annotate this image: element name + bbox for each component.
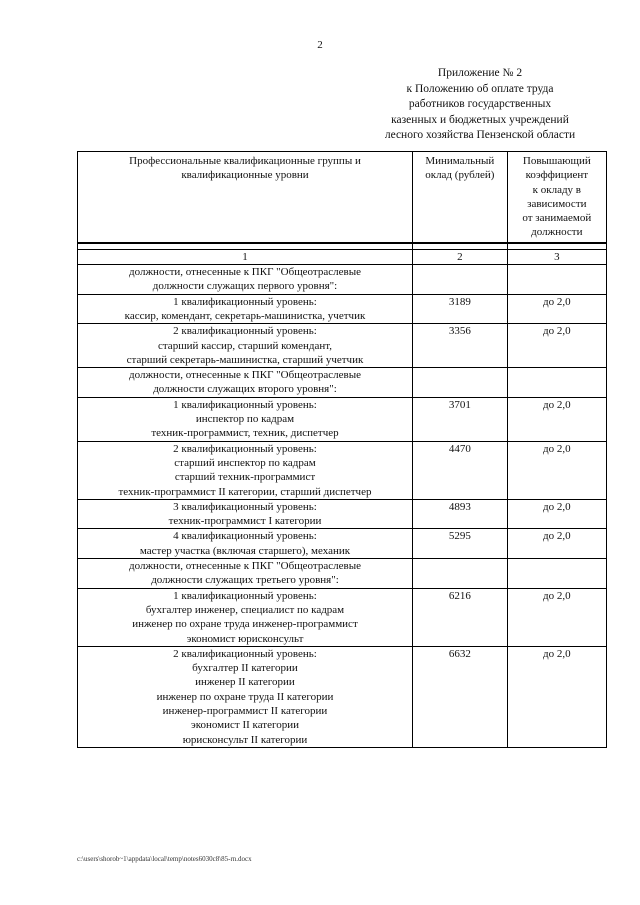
table-row: [78, 441, 607, 499]
table-row: [78, 397, 607, 441]
header-text: от занимаемой: [522, 212, 592, 225]
position-cell: [78, 324, 413, 368]
position-text: старший инспектор по кадрам: [174, 456, 316, 469]
header-text: зависимости: [527, 197, 587, 210]
appendix-line: Приложение № 2: [437, 67, 523, 79]
header-cell-salary: [412, 152, 507, 243]
position-text: юрисконсульт II категории: [182, 733, 308, 746]
position-text: старший техник-программист: [174, 471, 316, 484]
position-text: должности служащих третьего уровня":: [151, 574, 339, 587]
position-cell: [78, 559, 413, 589]
position-text: 1 квалификационный уровень:: [173, 295, 317, 308]
appendix-line: лесного хозяйства Пензенской области: [384, 129, 576, 141]
position-text: кассир, комендант, секретарь-машинистка, учетчик: [124, 309, 366, 322]
position-text: инженер II категории: [195, 676, 295, 689]
position-text: должности, отнесенные к ПКГ "Общеотраслевые: [129, 369, 361, 382]
table-row: [78, 646, 607, 747]
salary-cell: [412, 559, 507, 589]
position-cell: [78, 646, 413, 747]
header-text: оклад (рублей): [425, 169, 495, 182]
position-cell: [78, 294, 413, 324]
position-text: мастер участка (включая старшего), механик: [139, 544, 351, 557]
salary-table: [77, 151, 607, 748]
position-text: должности служащих первого уровня":: [152, 280, 338, 293]
position-cell: [78, 265, 413, 295]
table-row: [78, 324, 607, 368]
position-text: 1 квалификационный уровень:: [173, 589, 317, 602]
column-number: 3: [507, 249, 606, 264]
salary-cell: 4893: [412, 499, 507, 529]
position-text: 1 квалификационный уровень:: [173, 398, 317, 411]
position-text: инспектор по кадрам: [195, 413, 295, 426]
position-text: старший секретарь-машинистка, старший учетчик: [126, 353, 364, 366]
column-number-row: [78, 249, 607, 264]
table-header-row: [78, 152, 607, 243]
position-text: должности, отнесенные к ПКГ "Общеотраслевые: [129, 560, 361, 573]
coefficient-cell: до 2,0: [507, 499, 606, 529]
column-number: 1: [78, 249, 413, 264]
header-text: Минимальный: [425, 155, 495, 167]
table-row: [78, 265, 607, 295]
coefficient-cell: до 2,0: [507, 588, 606, 646]
position-cell: [78, 499, 413, 529]
salary-cell: 3356: [412, 324, 507, 368]
coefficient-cell: до 2,0: [507, 529, 606, 559]
file-path-footer: c:\users\shorob~1\appdata\local\temp\notes6030c8\85-rn.docx: [77, 855, 252, 863]
position-text: техник-программист II категории, старший диспетчер: [118, 485, 372, 498]
table-row: [78, 588, 607, 646]
position-text: экономист юрисконсульт: [186, 632, 304, 645]
salary-cell: 4470: [412, 441, 507, 499]
coefficient-cell: [507, 368, 606, 398]
position-text: 3 квалификационный уровень:: [173, 500, 317, 513]
position-text: инженер по охране труда инженер-программист: [132, 618, 358, 631]
table-row: [78, 499, 607, 529]
appendix-line: к Положению об оплате труда: [406, 82, 554, 95]
coefficient-cell: до 2,0: [507, 397, 606, 441]
position-cell: [78, 441, 413, 499]
position-text: инженер по охране труда II категории: [156, 690, 334, 703]
table-row: [78, 294, 607, 324]
position-cell: [78, 368, 413, 398]
position-text: 2 квалификационный уровень:: [173, 647, 317, 660]
column-number: 2: [412, 249, 507, 264]
position-text: 4 квалификационный уровень:: [173, 530, 317, 543]
header-text: должности: [531, 226, 583, 239]
coefficient-cell: до 2,0: [507, 294, 606, 324]
coefficient-cell: [507, 559, 606, 589]
table-row: [78, 368, 607, 398]
appendix-line: работников государственных: [408, 98, 552, 110]
position-cell: [78, 397, 413, 441]
salary-cell: 6216: [412, 588, 507, 646]
coefficient-cell: до 2,0: [507, 441, 606, 499]
header-cell-groups: [78, 152, 413, 243]
header-cell-coefficient: [507, 152, 606, 243]
coefficient-cell: [507, 265, 606, 295]
position-text: должности служащих второго уровня":: [153, 383, 337, 396]
position-text: должности, отнесенные к ПКГ "Общеотраслевые: [129, 266, 361, 279]
position-text: экономист II категории: [190, 719, 299, 732]
position-text: инженер-программист II категории: [162, 704, 328, 717]
position-cell: [78, 588, 413, 646]
appendix-header: [360, 66, 600, 144]
header-text: коэффициент: [525, 169, 589, 182]
table-row: [78, 559, 607, 589]
header-text: квалификационные уровни: [181, 169, 309, 182]
position-cell: [78, 529, 413, 559]
header-text: Повышающий: [522, 155, 591, 167]
coefficient-cell: до 2,0: [507, 646, 606, 747]
header-text: к окладу в: [532, 183, 581, 196]
position-text: техник-программист, техник, диспетчер: [151, 427, 339, 440]
position-text: техник-программист I категории: [168, 515, 322, 528]
salary-cell: 6632: [412, 646, 507, 747]
salary-cell: 3701: [412, 397, 507, 441]
salary-cell: [412, 368, 507, 398]
position-text: бухгалтер инженер, специалист по кадрам: [145, 603, 345, 616]
coefficient-cell: до 2,0: [507, 324, 606, 368]
page-number: 2: [317, 39, 323, 51]
position-text: бухгалтер II категории: [192, 662, 298, 675]
salary-cell: 5295: [412, 529, 507, 559]
appendix-line: казенных и бюджетных учреждений: [391, 113, 569, 126]
salary-cell: [412, 265, 507, 295]
salary-cell: 3189: [412, 294, 507, 324]
position-text: 2 квалификационный уровень:: [173, 325, 317, 338]
position-text: старший кассир, старший комендант,: [157, 339, 332, 352]
position-text: 2 квалификационный уровень:: [173, 442, 317, 455]
header-text: Профессиональные квалификационные группы и: [129, 155, 361, 167]
table-row: [78, 529, 607, 559]
